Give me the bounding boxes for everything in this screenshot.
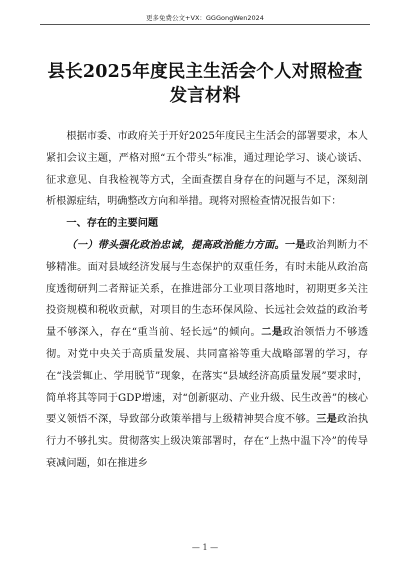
point-label-2: 二是 [261,326,283,339]
point-text-1: 政治判断力不够精准。面对县域经济发展与生态保护的双重任务，有时未能从政治高度透彻研判二者辩证关系，在推进部分工业项目落地时，初期更多关注投资规模和税收贡献，对项目的生态环保风险、长远社会效益的政治考量不够深入，存在“重当前、轻长远”的倾向。 [46,239,369,339]
header-banner: 更多免费公文+VX：GGGongWen2024 [146,14,264,22]
document-body [46,126,368,475]
point-label-3: 三是 [316,413,338,426]
header-divider [40,24,370,25]
page-number: — 1 — [191,543,219,552]
point-text-2: 政治领悟力不够透彻。对党中央关于高质量发展、共同富裕等重大战略部署的学习，存在“浅尝辄止、学用脱节”现象，在落实“县域经济高质量发展”要求时，简单将其等同于GDP增速，对“创新驱动、产业升级、民生改善”的核心要义领悟不深，导致部分政策举措与上级精神契合度不够。 [46,327,368,426]
title-line-2: 发言材料 [169,86,241,106]
point-text-3: 政治执行力不够扎实。贯彻落实上级决策部署时，存在“上热中温下冷”的传导衰减问题，如在推进乡 [46,414,369,469]
section-heading: 一、存在的主要问题 [66,217,159,230]
title-line-1: 县长2025年度民主生活会个人对照检查 [47,62,363,82]
item-heading: （一）带头强化政治忠诚，提高政治能力方面。 [66,239,285,251]
point-label-1: 一是 [284,238,306,251]
item-paragraph [46,235,368,475]
document-title [30,60,380,108]
intro-paragraph: 根据市委、市政府关于开好2025年度民主生活会的部署要求，本人紧扣会议主题，严格对照“五个带头”标准，通过理论学习、谈心谈话、征求意见、自我检视等方式，全面查摆自身存在的问题与不足，深刻剖析根源症结，明确整改方向和举措。现将对照检查情况报告如下： [46,131,368,208]
